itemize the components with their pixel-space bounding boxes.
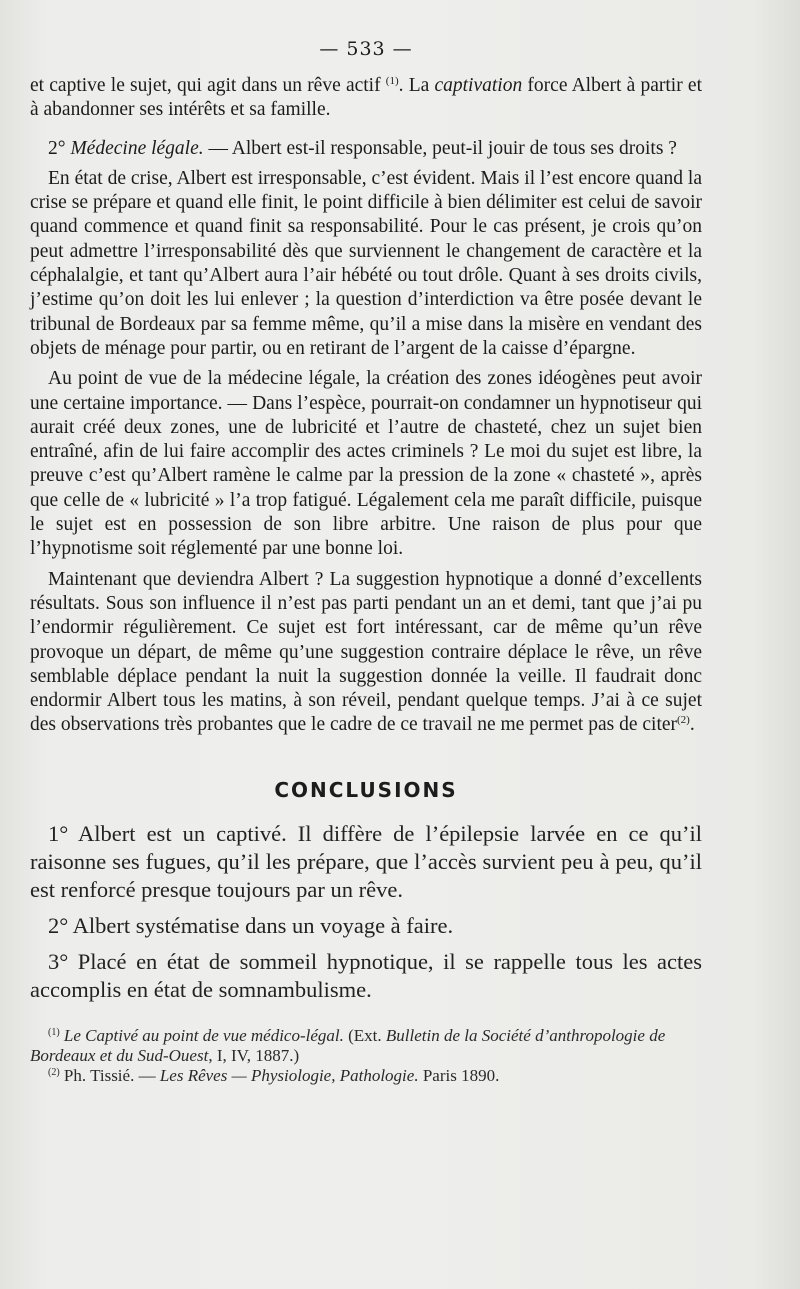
footnotes (30, 1026, 702, 1086)
paragraph-3: En état de crise, Albert est irresponsable, c’est évident. Mais il l’est encore quand la crise se prépare et quand elle finit, le point difficile à bien délimiter est celui de savoir quand commence et quand finit sa responsabilité. Pour le cas présent, je crois qu’on peut admettre l’irresponsabilité dès que surviennent le changement de caractère et la céphalalgie, et tant qu’Albert aura l’air hébété ou tout drôle. Quant à ses droits civils, j’estime qu’on doit les lui enlever ; la question d’interdiction va être posée devant le tribunal de Bordeaux par sa femme même, qu’il a mise dans la misère en vendant des objets de ménage pour partir, ou en retirant de l’argent de la caisse d’épargne. (30, 167, 702, 359)
page-number: — 533 — (319, 38, 413, 60)
paragraph-1-tail-a: . La (398, 75, 435, 96)
paragraph-5-text: Maintenant que deviendra Albert ? La suggestion hypnotique a donné d’excellents résultats. Sous son influence il n’est pas parti pendant un an et demi, tant que j’ai pu l’endormir régulièrement. Ce sujet est fort intéressant, car de même qu’un rêve provoque un départ, de même qu’une suggestion contraire déplace le rêve, un rêve semblable déplace pendant la nuit la suggestion donnée la veille. Il faudrait donc endormir Albert tous les matins, à son réveil, pendant quelque temps. J’ai à ce sujet des observations très probantes que le cadre de ce travail ne me permet pas de citer (30, 568, 702, 736)
footnote-ref-1: (1) (385, 75, 399, 87)
footnote-2 (30, 1066, 702, 1086)
paragraph-5 (30, 568, 702, 738)
paragraph-4: Au point de vue de la médecine légale, la création des zones idéogènes peut avoir une certaine importance. — Dans l’espèce, pourrait-on condamner un hypnotiseur qui aurait créé deux zones, une de lubricité et l’autre de chasteté, chez un sujet bien entraîné, afin de lui faire accomplir des actes criminels ? Le moi du sujet est libre, la preuve c’est qu’Albert ramène le calme par la pression de la zone « chasteté », après que celle de « lubricité » l’a trop fatigué. Légalement cela me paraît difficile, puisque le sujet est en possession de son libre arbitre. Une raison de plus pour que l’hypnotisme soit réglementé par une bonne loi. (30, 368, 702, 560)
paragraph-5-end: . (689, 714, 695, 736)
footnote-2-end: Paris 1890. (418, 1065, 500, 1085)
conclusions-heading: CONCLUSIONS (274, 777, 458, 802)
footnote-1-mid: (Ext. (343, 1025, 386, 1045)
paragraph-1-italic: captivation (434, 75, 523, 96)
conclusion-1: 1° Albert est un captivé. Il diffère de l’épilepsie larvée en ce qu’il raisonne ses fugues, qu’il les prépare, que l’accès survient peu à peu, qu’il est renforcé presque toujours par un rêve. (30, 820, 702, 902)
footnote-2-mark: (2) (48, 1066, 60, 1078)
footnote-1-end: , I, IV, 1887.) (208, 1045, 300, 1065)
footnote-1-source: Bulletin de la Société d’anthropologie de Bordeaux et du Sud-Ouest (30, 1025, 666, 1065)
footnote-ref-2: (2) (677, 714, 690, 727)
section-number: 2° (48, 137, 66, 159)
section-question: — Albert est-il responsable, peut-il jouir de tous ses droits ? (203, 137, 677, 159)
conclusion-3: 3° Placé en état de sommeil hypnotique, il se rappelle tous les actes accomplis en état de somnambulisme. (30, 948, 702, 1002)
footnote-1-mark: (1) (48, 1026, 60, 1038)
paragraph-1-text: et captive le sujet, qui agit dans un rêve actif (30, 75, 386, 96)
paragraph-1-tail-b: force Albert à partir et à abandonner ses intérêts et sa famille. (30, 75, 702, 121)
footnote-1-title: Le Captivé au point de vue médico-légal. (63, 1025, 344, 1045)
page-content (30, 38, 702, 1086)
footnote-1 (30, 1026, 702, 1066)
footnote-2-author: Ph. Tissié. — (59, 1065, 160, 1085)
footnote-2-title: Les Rêves — Physiologie, Pathologie. (159, 1065, 419, 1085)
paragraph-1 (30, 74, 702, 123)
conclusion-2: 2° Albert systématise dans un voyage à faire. (48, 912, 454, 938)
section-medecine-legale (30, 137, 702, 161)
section-title: Médecine légale. (70, 137, 204, 159)
